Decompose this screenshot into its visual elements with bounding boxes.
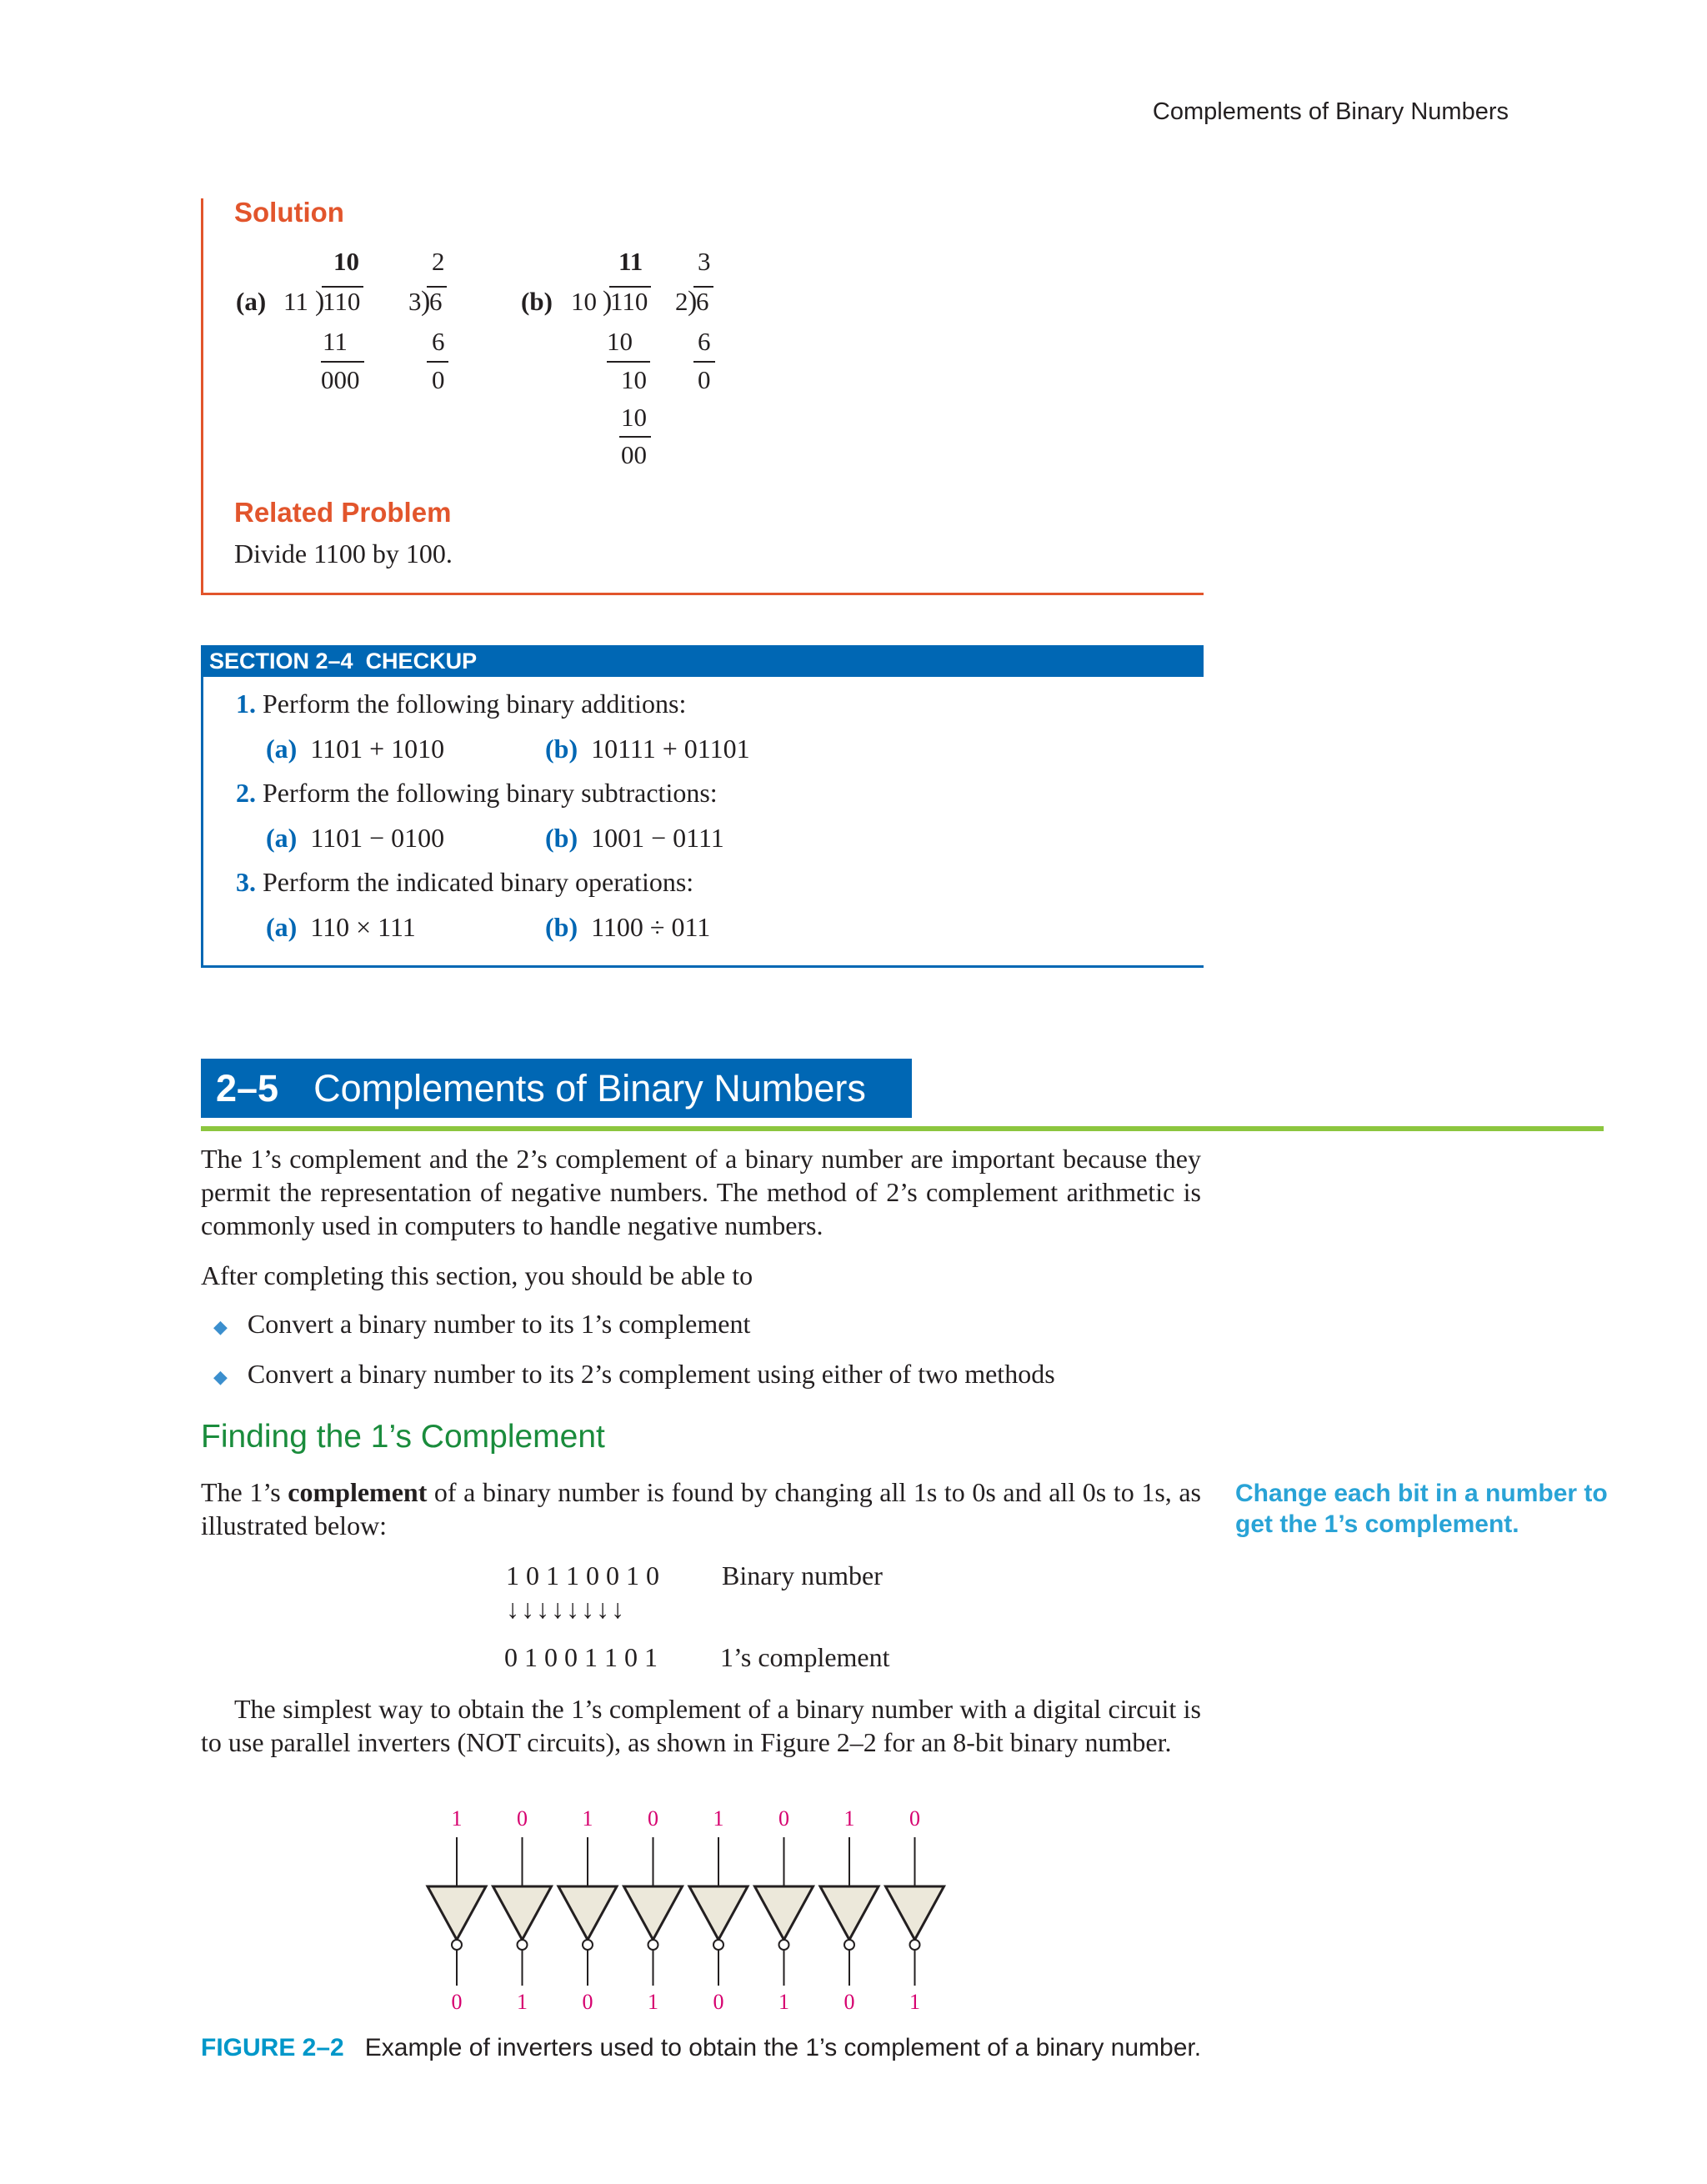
running-head: Complements of Binary Numbers: [1152, 98, 1509, 125]
input-bit: 0: [517, 1806, 528, 1831]
division-a-dividend: 110: [323, 287, 361, 316]
division-b-dec-step1: 6: [698, 327, 711, 356]
figure-caption: [201, 2034, 1201, 2062]
inversion-bubble: [713, 1940, 723, 1950]
part-a-text: 110 × 111: [310, 912, 416, 942]
output-bit: 1: [648, 1990, 658, 2014]
subsection-heading: Finding the 1’s Complement: [201, 1419, 605, 1455]
output-bit: 0: [451, 1990, 463, 2014]
division-rule: [321, 361, 364, 363]
question-number: 3.: [236, 867, 256, 897]
ones-complement-label: 1’s complement: [720, 1642, 890, 1672]
input-bit: 1: [713, 1806, 724, 1831]
inverter-gate: [493, 1806, 552, 2014]
question-text: Perform the following binary subtractions:: [263, 778, 718, 808]
division-a-divisor: 11: [283, 287, 308, 316]
part-b-text: 10111 + 01101: [591, 734, 750, 764]
section-number: 2–5: [216, 1067, 279, 1110]
inverter-triangle: [820, 1886, 879, 1940]
division-b-step1: 10: [607, 327, 633, 356]
margin-note: Change each bit in a number to get the 1’s complement.: [1235, 1480, 1608, 1538]
part-b-label: (b): [545, 734, 578, 764]
inverter-gate: [689, 1806, 748, 2014]
bullet-diamond-icon: ◆: [213, 1316, 228, 1337]
division-rule: [607, 361, 650, 363]
objective-text: Convert a binary number to its 2’s complement using either of two methods: [247, 1359, 1055, 1389]
division-b-divisor: 10: [571, 287, 597, 316]
inversion-bubble: [518, 1940, 528, 1950]
inverter-triangle: [493, 1886, 552, 1940]
part-a-text: 1101 − 0100: [310, 823, 445, 853]
division-rule: [619, 436, 651, 438]
division-b-step3: 10: [621, 403, 647, 432]
part-a-label: (a): [266, 734, 298, 764]
division-b-quotient: 11: [618, 247, 643, 276]
question-number: 1.: [236, 689, 256, 719]
input-bit: 1: [582, 1806, 593, 1831]
division-a-quotient: 10: [333, 247, 359, 276]
inversion-bubble: [452, 1940, 462, 1950]
output-bit: 0: [843, 1990, 855, 2014]
objective-item: [213, 1309, 750, 1340]
part-b-text: 1100 ÷ 011: [591, 912, 711, 942]
inverter-gate: [820, 1806, 879, 2014]
conversion-arrows: ↓↓↓↓↓↓↓↓: [506, 1594, 626, 1624]
division-a-dec-step1: 6: [432, 327, 445, 356]
inverter-triangle: [428, 1886, 486, 1940]
section-rule: [201, 1126, 1604, 1131]
division-rule: [427, 361, 448, 363]
division-a-dec-remainder: 0: [432, 365, 445, 394]
inverter-figure: [400, 1801, 984, 2026]
related-problem-heading: Related Problem: [234, 497, 452, 528]
input-bit: 0: [648, 1806, 658, 1831]
division-a-step1: 11: [323, 327, 348, 356]
inverter-triangle: [755, 1886, 813, 1940]
division-b-dec-quotient: 3: [698, 247, 711, 276]
division-bracket: ): [603, 286, 613, 317]
division-rule: [693, 361, 715, 363]
division-b-dividend: 110: [610, 287, 648, 316]
ones-complement-value: 0 1 0 0 1 1 0 1: [504, 1642, 658, 1672]
division-bracket: ): [315, 286, 325, 317]
objective-item: [213, 1359, 1055, 1390]
subsection-paragraph-1: The 1’s complement of a binary number is found by changing all 1s to 0s and all 0s to 1s, as illustrated below:: [201, 1477, 1202, 1540]
input-bit: 0: [909, 1806, 920, 1831]
output-bit: 1: [517, 1990, 528, 2014]
division-a-dec-quotient: 2: [432, 247, 445, 276]
inverter-triangle: [558, 1886, 617, 1940]
part-a-label: (a): [266, 823, 298, 853]
objectives-lead: After completing this section, you should be able to: [201, 1260, 753, 1290]
related-problem-text: Divide 1100 by 100.: [234, 538, 453, 569]
subsection-paragraph-2: The simplest way to obtain the 1’s complement of a binary number with a digital circuit is to use parallel inverters (NOT circuits), as shown in Figure 2–2 for an 8-bit binary number.: [201, 1694, 1201, 1757]
inverter-triangle: [624, 1886, 683, 1940]
section-header: [201, 1059, 912, 1118]
division-a-remainder: 000: [321, 365, 360, 394]
inversion-bubble: [648, 1940, 658, 1950]
part-a-label: (a): [266, 912, 298, 942]
inversion-bubble: [583, 1940, 593, 1950]
binary-number-label: Binary number: [722, 1560, 883, 1590]
part-a-text: 1101 + 1010: [310, 734, 445, 764]
checkup-title-bar: [201, 645, 1204, 677]
question-number: 2.: [236, 778, 256, 808]
inverter-triangle: [886, 1886, 944, 1940]
division-b-remainder: 00: [621, 440, 647, 469]
figure-caption-text: Example of inverters used to obtain the 1’s complement of a binary number.: [364, 2034, 1202, 2061]
inverter-triangle: [689, 1886, 748, 1940]
checkup-title: SECTION 2–4 CHECKUP: [209, 649, 478, 674]
question-text: Perform the following binary additions:: [263, 689, 687, 719]
part-b-text: 1001 − 0111: [591, 823, 724, 853]
output-bit: 1: [909, 1990, 920, 2014]
division-b-label: (b): [521, 287, 553, 316]
input-bit: 1: [843, 1806, 855, 1831]
binary-number: 1 0 1 1 0 0 1 0: [506, 1560, 659, 1590]
part-b-label: (b): [545, 823, 578, 853]
section-intro: The 1’s complement and the 2’s complement of a binary number are important because they permit the representation of negative numbers. The method of 2’s complement arithmetic is commonly used in computers to handle negative numbers.: [201, 1144, 1201, 1240]
inversion-bubble: [779, 1940, 789, 1950]
division-a-dec-dividend: 6: [429, 287, 443, 316]
division-bracket: ): [421, 286, 431, 317]
inverter-gate: [624, 1806, 683, 2014]
division-b-step2: 10: [621, 365, 647, 394]
output-bit: 1: [778, 1990, 789, 2014]
input-bit: 0: [778, 1806, 789, 1831]
inversion-bubble: [844, 1940, 854, 1950]
division-b-dec-remainder: 0: [698, 365, 711, 394]
division-b-dec-divisor: 2: [675, 287, 688, 316]
objective-text: Convert a binary number to its 1’s complement: [247, 1309, 751, 1339]
inverter-gate: [428, 1806, 486, 2014]
section-title: Complements of Binary Numbers: [313, 1067, 866, 1110]
division-bracket: ): [688, 286, 698, 317]
inverter-gate: [755, 1806, 813, 2014]
input-bit: 1: [451, 1806, 463, 1831]
bullet-diamond-icon: ◆: [213, 1366, 228, 1387]
solution-heading: Solution: [234, 197, 344, 228]
output-bit: 0: [713, 1990, 724, 2014]
inversion-bubble: [910, 1940, 920, 1950]
figure-label: FIGURE 2–2: [201, 2034, 344, 2061]
question-text: Perform the indicated binary operations:: [263, 867, 694, 897]
division-a-label: (a): [236, 287, 267, 316]
inverter-gate: [886, 1806, 944, 2014]
division-b-dec-dividend: 6: [696, 287, 709, 316]
part-b-label: (b): [545, 912, 578, 942]
output-bit: 0: [582, 1990, 593, 2014]
inverter-gate: [558, 1806, 617, 2014]
division-a-dec-divisor: 3: [408, 287, 422, 316]
term-complement: complement: [288, 1477, 428, 1507]
